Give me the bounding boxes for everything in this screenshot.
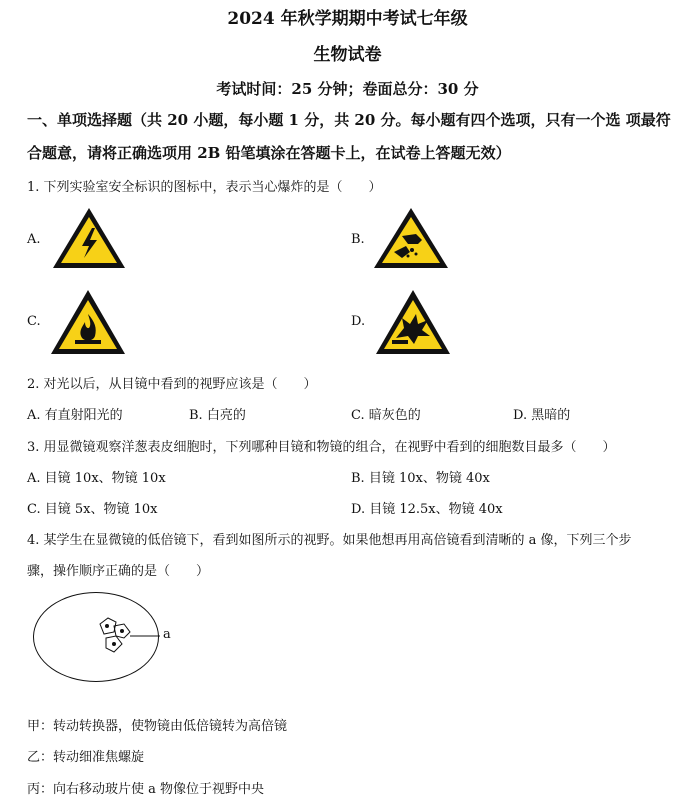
q1-option-b-label: B. <box>351 232 365 247</box>
flammable-hazard-icon <box>49 288 127 356</box>
cell-cluster-icon <box>96 616 166 658</box>
exam-subject: 生物试卷 <box>313 45 382 65</box>
exam-title: 2024 年秋学期期中考试七年级 <box>227 9 468 29</box>
question-4-stem-line1: 4. 某学生在显微镜的低倍镜下，看到如图所示的视野。如果他想再用高倍镜看到清晰的 a 像，下列三个步 <box>27 533 632 548</box>
q2-option-a: A. 有直射阳光的 <box>27 408 123 423</box>
step-bing: 丙：向右移动玻片使 a 物像位于视野中央 <box>27 782 265 797</box>
step-yi: 乙：转动细准焦螺旋 <box>27 750 145 765</box>
q3-option-a: A. 目镜 10x、物镜 10x <box>27 471 166 486</box>
question-2-stem: 2. 对光以后，从目镜中看到的视野应该是（ ） <box>27 377 317 392</box>
q1-option-d-label: D. <box>351 314 366 329</box>
question-3-stem: 3. 用显微镜观察洋葱表皮细胞时，下列哪种目镜和物镜的组合，在视野中看到的细胞数目最多（ ） <box>27 440 616 455</box>
explosion-hazard-icon <box>374 288 452 356</box>
q3-option-d: D. 目镜 12.5x、物镜 40x <box>351 502 503 517</box>
corrosive-hazard-icon <box>372 206 450 270</box>
question-4-stem-line2: 骤，操作顺序正确的是（ ） <box>27 564 210 579</box>
question-1-stem: 1. 下列实验室安全标识的图标中，表示当心爆炸的是（ ） <box>27 180 382 195</box>
q2-option-d: D. 黑暗的 <box>513 408 571 423</box>
step-jia: 甲：转动转换器，使物镜由低倍镜转为高倍镜 <box>27 719 288 734</box>
q1-option-a-label: A. <box>27 232 41 247</box>
section-instructions: 一、单项选择题（共 20 小题，每小题 1 分，共 20 分。每小题有四个选项，只有一个选 项最符合题意，请将正确选项用 2B 铅笔填涂在答题卡上，在试卷上答题无效） <box>27 111 671 162</box>
q3-option-c: C. 目镜 5x、物镜 10x <box>27 502 158 517</box>
q2-option-c: C. 暗灰色的 <box>351 408 421 423</box>
exam-info: 考试时间：25 分钟；卷面总分：30 分 <box>216 80 479 98</box>
q1-option-c-label: C. <box>27 314 41 329</box>
q3-option-b: B. 目镜 10x、物镜 40x <box>351 471 490 486</box>
q2-option-b: B. 白亮的 <box>189 408 246 423</box>
electric-hazard-icon <box>51 206 127 270</box>
figure-label-a: a <box>163 627 171 642</box>
